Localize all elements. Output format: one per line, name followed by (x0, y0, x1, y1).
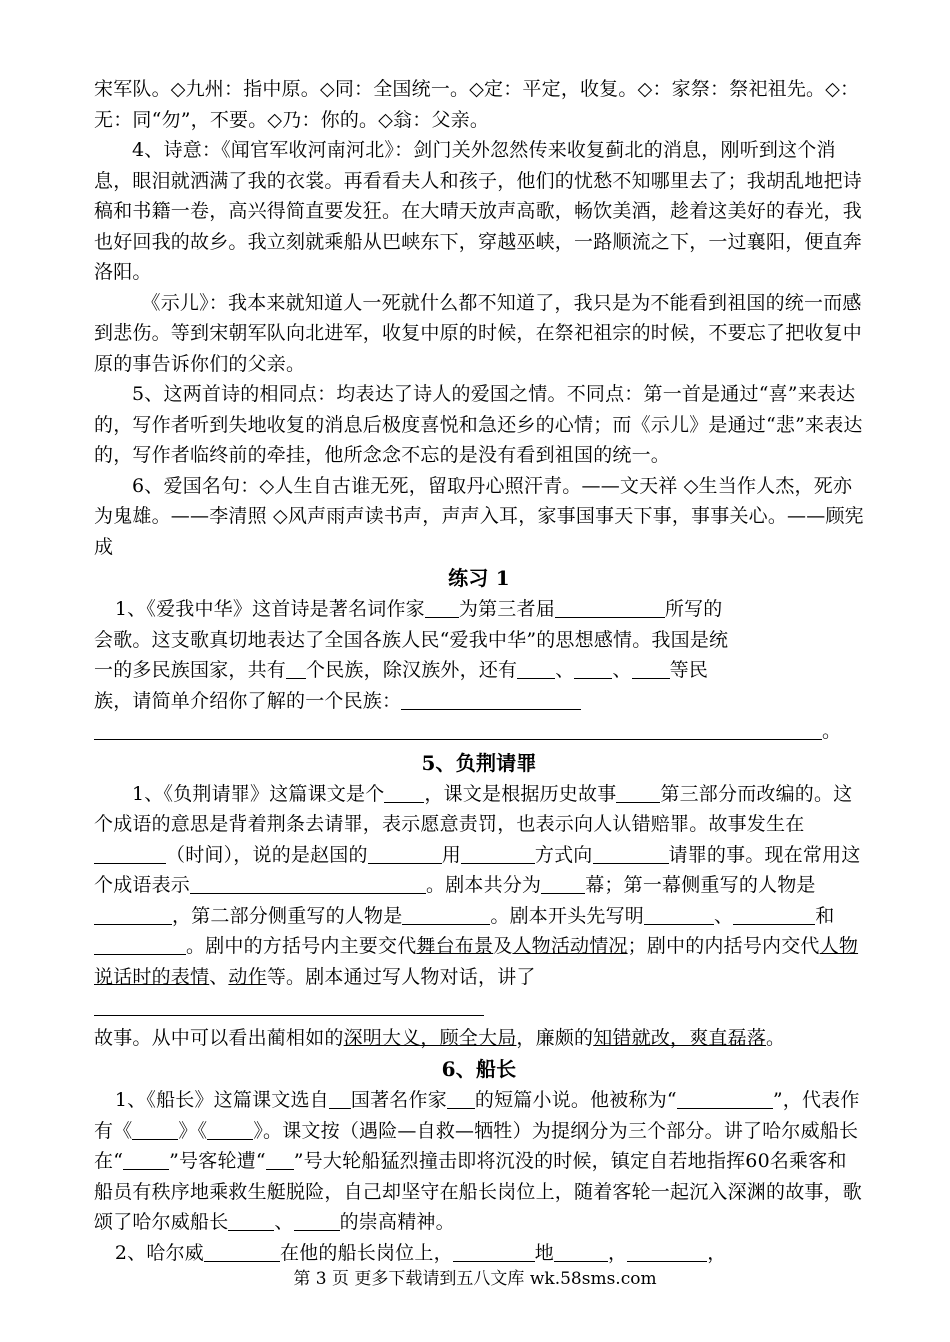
fill-blank[interactable] (368, 842, 442, 864)
fill-blank[interactable] (627, 1240, 707, 1262)
fill-blank[interactable] (207, 1118, 253, 1140)
lesson-6-paragraph-1: 1、《船长》这篇课文选自 国著名作家 的短篇小说。他被称为“ ”，代表作有《 》《 》。课文按（遇险—自救—牺牲）为提纲分为三个部分。讲了哈尔威船长在“ ”号客轮遭“ ”号大轮船猛烈撞击即将沉没的时候，镇定自若地指挥60名乘客和船员有秩序地乘救生艇脱险，自己却坚守在船长岗位上，随着客轮一起沉入深渊的故事，歌颂了哈尔威船长 、 的崇高精神。 (94, 1089, 863, 1233)
fill-blank[interactable] (635, 596, 665, 618)
fill-blank[interactable] (402, 903, 490, 925)
intro-paragraph-3: 《示儿》：我本来就知道人一死就什么都不知道了，我只是为不能看到祖国的统一而感到悲伤。等到宋朝军队向北进军，收复中原的时候，在祭祀祖宗的时候，不要忘了把收复中原的事告诉你们的父亲。 (94, 291, 863, 375)
fill-blank[interactable] (384, 781, 424, 803)
fill-blank[interactable] (294, 1209, 340, 1231)
intro-paragraph-5: 6、爱国名句：◇人生自古谁无死，留取丹心照汗青。——文天祥 ◇生当作人杰，死亦为鬼雄。——李清照 ◇风声雨声读书声，声声入耳，家事国事天下事，事事关心。——顾宪成 (94, 474, 864, 558)
fill-blank[interactable] (447, 1087, 475, 1109)
fill-blank[interactable] (517, 657, 555, 679)
fill-blank[interactable] (204, 1240, 280, 1262)
fill-blank[interactable] (94, 842, 166, 864)
fill-blank[interactable] (132, 1118, 178, 1140)
fill-blank[interactable] (461, 842, 535, 864)
lesson-5-paragraph: 1、《负荆请罪》这篇课文是个 ，课文是根据历史故事 第三部分而改编的。这个成语的意思是背着荆条去请罪，表示愿意责罚，也表示向人认错赔罪。故事发生在（时间），说的是赵国的 用 方式向 请罪的事。现在常用这个成语表示 。剧本共分为 幕；第一幕侧重写的人物是，第二部分侧重写的人物是 。剧本开头先写明 、 和。剧中的方括号内主要交代舞台布景及人物活动情况；剧中的内括号内交代人物说话时的表情、动作等。剧本通过写人物对话，讲了 故事。从中可以看出蔺相如的深明大义，顾全大局，廉颇的知错就改，爽直磊落。 (94, 782, 861, 1049)
exercise-1-paragraph: 1、《爱我中华》这首诗是著名词作家 为第三者届 所写的会歌。这支歌真切地表达了全国各族人民“爱我中华”的思想感情。我国是统一的多民族国家，共有 个民族，除汉族外，还有 、 、 等民族，请简单介绍你了解的一个民族： (94, 598, 729, 712)
intro-paragraph-1: 宋军队。◇九州：指中原。◇同：全国统一。◇定：平定，收复。◇：家祭：祭祀祖先。◇：无：同“勿”，不要。◇乃：你的。◇翁：父亲。 (94, 78, 860, 131)
lesson-5-title: 5、负荆请罪 (421, 750, 537, 775)
fill-blank[interactable] (94, 994, 484, 1016)
exercise-1-title: 练习 1 (448, 566, 510, 590)
intro-paragraph-2: 4、诗意：《闻官军收河南河北》：剑门关外忽然传来收复蓟北的消息，刚听到这个消息，眼泪就洒满了我的衣裳。再看看夫人和孩子，他们的忧愁不知哪里去了；我胡乱地把诗稿和书籍一卷，高兴得简直要发狂。在大晴天放声高歌，畅饮美酒，趁着这美好的春光，我也好回我的故乡。我立刻就乘船从巴峡东下，穿越巫峡，一路顺流之下，一过襄阳，便直奔洛阳。 (94, 139, 863, 283)
fill-blank[interactable] (453, 1240, 535, 1262)
fill-blank[interactable] (401, 688, 581, 710)
page-footer: 第 3 页 更多下载请到五八文库 wk.58sms.com (293, 1269, 657, 1289)
document-body (94, 74, 864, 1268)
fill-blank[interactable] (286, 657, 306, 679)
fill-blank[interactable] (123, 1148, 169, 1170)
exercise-1-answer-line: 。 (94, 716, 864, 747)
fill-blank[interactable] (190, 872, 426, 894)
fill-blank[interactable] (329, 1087, 351, 1109)
fill-blank[interactable] (228, 1209, 274, 1231)
intro-paragraph-4: 5、这两首诗的相同点：均表达了诗人的爱国之情。不同点：第一首是通过“喜”来表达的，写作者听到失地收复的消息后极度喜悦和急还乡的心情；而《示儿》是通过“悲”来表达的，写作者临终前的牵挂，他所念念不忘的是没有看到祖国的统一。 (94, 383, 863, 466)
fill-blank[interactable] (425, 596, 459, 618)
lesson-6-paragraph-2: 2、哈尔威 在他的船长岗位上， 地 ， ， (114, 1241, 727, 1264)
fill-blank[interactable] (94, 903, 172, 925)
fill-blank[interactable] (644, 903, 714, 925)
fill-blank[interactable] (616, 781, 660, 803)
fill-blank[interactable] (733, 903, 815, 925)
fill-blank[interactable] (574, 657, 612, 679)
lesson-6-title: 6、船长 (441, 1057, 517, 1081)
fill-blank[interactable] (94, 933, 186, 955)
fill-blank[interactable] (266, 1148, 294, 1170)
answer-line[interactable] (94, 718, 822, 740)
fill-blank[interactable] (593, 842, 669, 864)
fill-blank[interactable] (632, 657, 670, 679)
fill-blank[interactable] (677, 1087, 773, 1109)
fill-blank[interactable] (554, 1240, 608, 1262)
fill-blank[interactable] (555, 596, 635, 618)
fill-blank[interactable] (541, 872, 585, 894)
